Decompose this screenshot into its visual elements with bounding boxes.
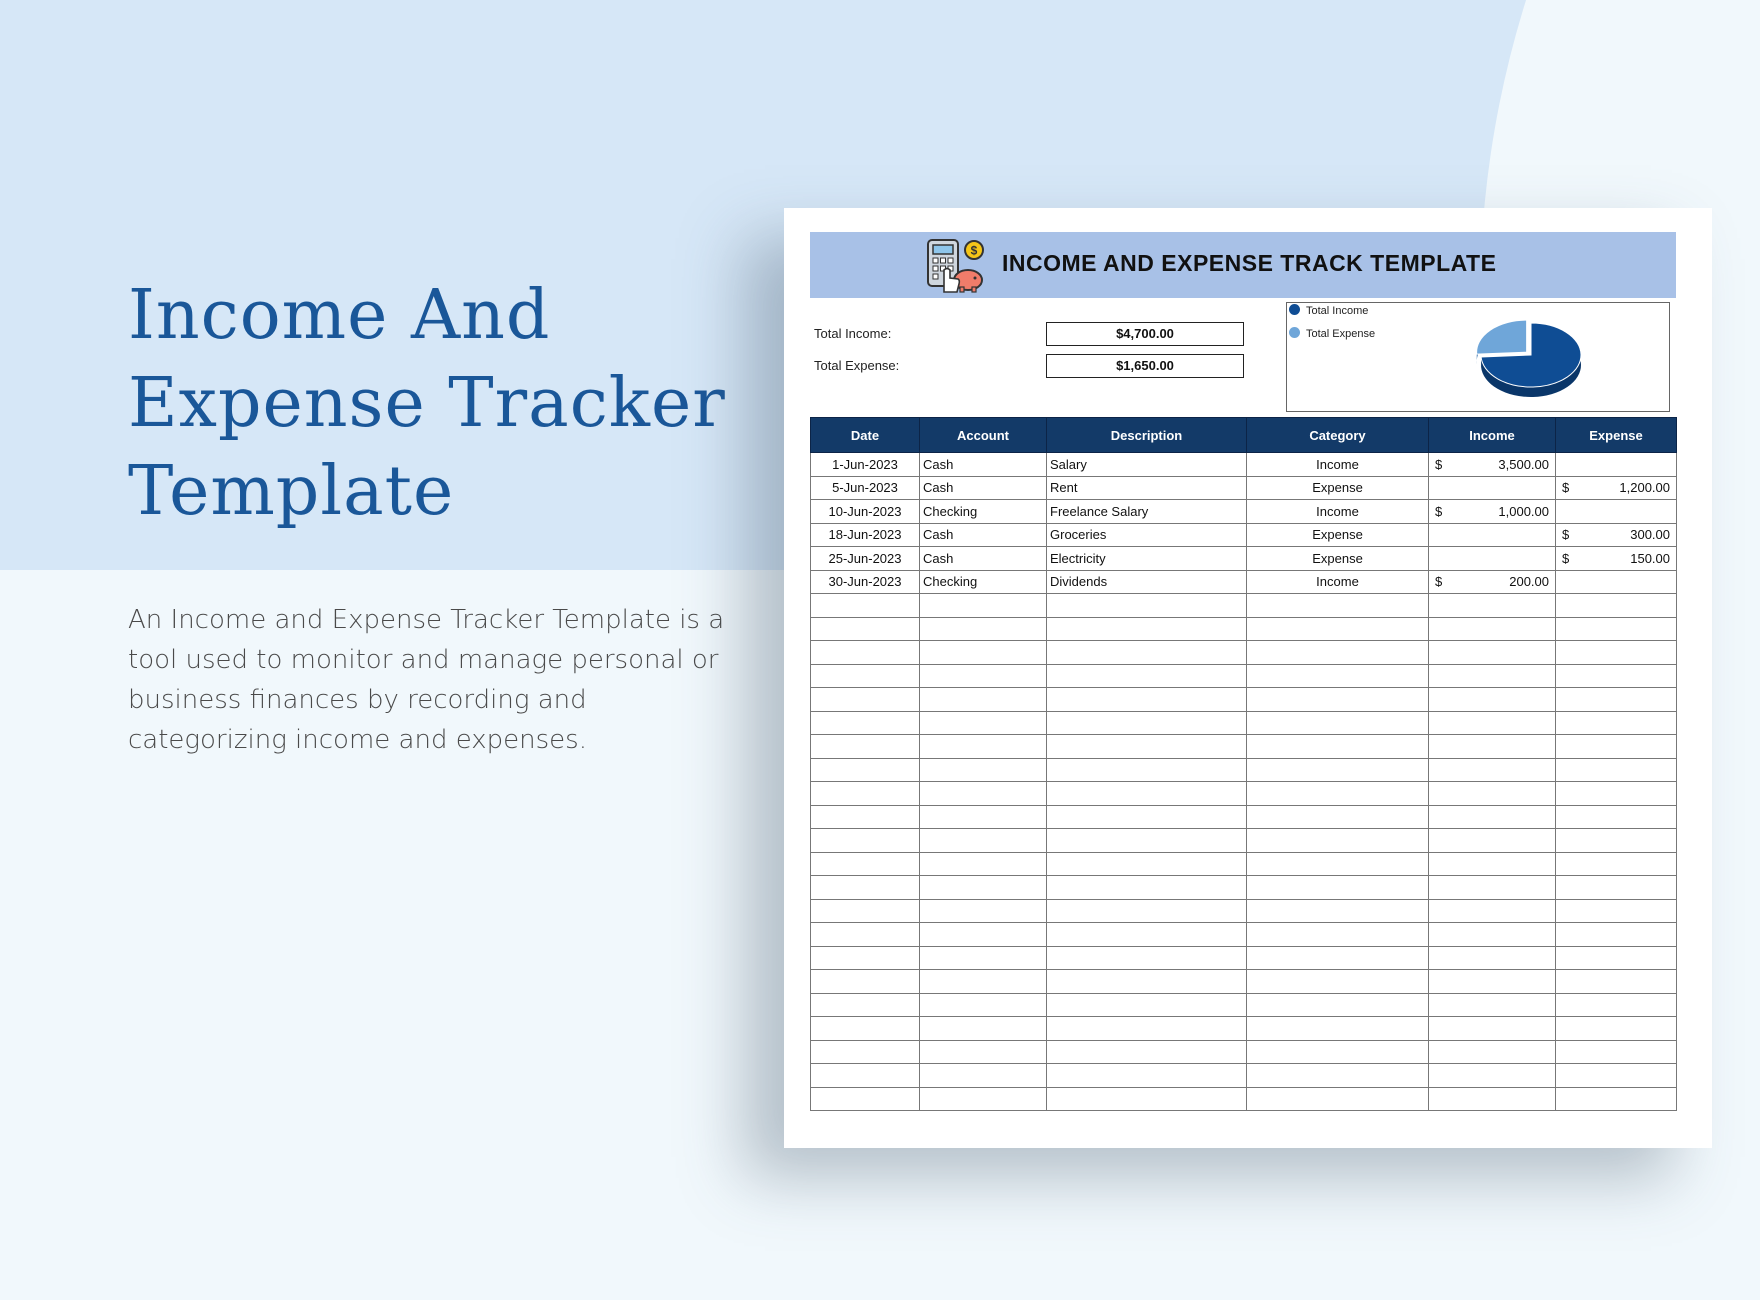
legend-label-income: Total Income [1306,305,1369,317]
empty-cell[interactable] [1429,923,1556,947]
legend-total-expense [1289,327,1375,340]
cell-description[interactable]: Electricity [1047,547,1247,571]
empty-cell[interactable] [1556,923,1677,947]
empty-cell[interactable] [1556,876,1677,900]
cell-description[interactable]: Rent [1047,476,1247,500]
empty-cell[interactable] [1556,1017,1677,1041]
svg-text:$: $ [970,243,978,258]
empty-cell[interactable] [1047,594,1247,618]
cell-account[interactable]: Cash [920,547,1047,571]
empty-table-row [811,970,1677,994]
table-row [811,523,1677,547]
empty-cell[interactable] [1429,805,1556,829]
empty-cell[interactable] [811,876,920,900]
empty-cell[interactable] [1047,876,1247,900]
empty-cell[interactable] [1047,805,1247,829]
empty-cell[interactable] [920,594,1047,618]
empty-cell[interactable] [1247,923,1429,947]
empty-cell[interactable] [1047,852,1247,876]
empty-cell[interactable] [1556,829,1677,853]
empty-table-row [811,1087,1677,1111]
empty-table-row [811,782,1677,806]
empty-cell[interactable] [811,805,920,829]
empty-cell[interactable] [920,970,1047,994]
table-row [811,453,1677,477]
cell-category[interactable]: Expense [1247,547,1429,571]
cell-date[interactable]: 10-Jun-2023 [811,500,920,524]
income-amount: 3,500.00 [1498,456,1549,472]
empty-cell[interactable] [1556,711,1677,735]
empty-table-row [811,735,1677,759]
cell-account[interactable]: Checking [920,500,1047,524]
empty-table-row [811,1064,1677,1088]
table-row [811,500,1677,524]
empty-cell[interactable] [1429,970,1556,994]
empty-cell[interactable] [1247,1017,1429,1041]
expense-amount: 1,200.00 [1619,480,1670,496]
empty-cell[interactable] [920,1064,1047,1088]
empty-cell[interactable] [1047,1040,1247,1064]
cell-expense[interactable] [1556,547,1677,571]
empty-table-row [811,594,1677,618]
empty-table-row [811,758,1677,782]
empty-cell[interactable] [1429,735,1556,759]
empty-cell[interactable] [1556,1040,1677,1064]
empty-cell[interactable] [811,829,920,853]
empty-cell[interactable] [920,923,1047,947]
empty-cell[interactable] [1047,782,1247,806]
total-expense-value: $1,650.00 [1046,354,1244,378]
empty-cell[interactable] [920,1040,1047,1064]
legend-dot-expense [1289,327,1300,338]
cell-income[interactable] [1429,500,1556,524]
empty-cell[interactable] [811,641,920,665]
empty-cell[interactable] [920,946,1047,970]
empty-cell[interactable] [1047,1087,1247,1111]
cell-account[interactable]: Checking [920,570,1047,594]
empty-cell[interactable] [1556,852,1677,876]
empty-cell[interactable] [920,993,1047,1017]
empty-table-row [811,993,1677,1017]
empty-cell[interactable] [1047,946,1247,970]
empty-cell[interactable] [1047,899,1247,923]
empty-cell[interactable] [811,852,920,876]
empty-cell[interactable] [1429,1087,1556,1111]
expense-currency-symbol: $ [1562,480,1570,496]
income-amount: 1,000.00 [1498,503,1549,519]
empty-cell[interactable] [920,711,1047,735]
empty-cell[interactable] [920,852,1047,876]
empty-cell[interactable] [1047,993,1247,1017]
column-header-date[interactable]: Date [811,418,920,453]
cell-description[interactable]: Salary [1047,453,1247,477]
empty-cell[interactable] [1247,829,1429,853]
cell-date[interactable]: 18-Jun-2023 [811,523,920,547]
empty-cell[interactable] [1247,594,1429,618]
calculator-piggy-bank-icon [924,236,988,296]
empty-cell[interactable] [1556,782,1677,806]
cell-date[interactable]: 1-Jun-2023 [811,453,920,477]
pie-slice-total-expense [1477,320,1527,354]
empty-cell[interactable] [1047,641,1247,665]
empty-cell[interactable] [1429,617,1556,641]
pie-plot [1467,309,1597,409]
empty-cell[interactable] [1047,688,1247,712]
cell-income[interactable] [1429,453,1556,477]
cell-date[interactable]: 30-Jun-2023 [811,570,920,594]
empty-table-row [811,711,1677,735]
empty-table-row [811,617,1677,641]
empty-cell[interactable] [920,641,1047,665]
empty-table-row [811,1040,1677,1064]
column-header-description[interactable]: Description [1047,418,1247,453]
empty-cell[interactable] [920,735,1047,759]
empty-cell[interactable] [1429,758,1556,782]
empty-cell[interactable] [1247,876,1429,900]
cell-date[interactable]: 25-Jun-2023 [811,547,920,571]
column-header-expense[interactable]: Expense [1556,418,1677,453]
cell-expense[interactable] [1556,523,1677,547]
empty-cell[interactable] [1247,664,1429,688]
empty-cell[interactable] [1247,1040,1429,1064]
column-header-category[interactable]: Category [1247,418,1429,453]
empty-cell[interactable] [811,1017,920,1041]
empty-cell[interactable] [1047,1017,1247,1041]
expense-currency-symbol: $ [1562,550,1570,566]
empty-table-row [811,946,1677,970]
cell-account[interactable]: Cash [920,523,1047,547]
empty-cell[interactable] [811,594,920,618]
cell-expense[interactable] [1556,500,1677,524]
empty-cell[interactable] [920,829,1047,853]
empty-table-row [811,805,1677,829]
empty-cell[interactable] [811,993,920,1017]
cell-category[interactable]: Income [1247,500,1429,524]
total-income-label: Total Income: [814,326,892,341]
empty-cell[interactable] [1429,1064,1556,1088]
empty-cell[interactable] [1429,688,1556,712]
transactions-table [810,417,1677,1111]
empty-cell[interactable] [1556,688,1677,712]
empty-cell[interactable] [1556,1064,1677,1088]
empty-cell[interactable] [1556,805,1677,829]
cell-income[interactable] [1429,476,1556,500]
empty-cell[interactable] [811,617,920,641]
empty-cell[interactable] [1429,782,1556,806]
hero-title: Income And Expense Tracker Template [128,276,726,531]
empty-cell[interactable] [1047,711,1247,735]
sheet-banner [810,232,1676,298]
cell-date[interactable]: 5-Jun-2023 [811,476,920,500]
empty-cell[interactable] [920,1017,1047,1041]
empty-table-row [811,688,1677,712]
empty-cell[interactable] [811,688,920,712]
empty-cell[interactable] [811,970,920,994]
cell-category[interactable]: Expense [1247,476,1429,500]
empty-cell[interactable] [1556,970,1677,994]
total-income-value: $4,700.00 [1046,322,1244,346]
cell-income[interactable] [1429,523,1556,547]
empty-cell[interactable] [811,664,920,688]
empty-cell[interactable] [920,782,1047,806]
empty-cell[interactable] [1556,641,1677,665]
cell-account[interactable]: Cash [920,453,1047,477]
empty-cell[interactable] [1247,899,1429,923]
empty-table-row [811,899,1677,923]
cell-expense[interactable] [1556,570,1677,594]
empty-cell[interactable] [1247,735,1429,759]
cell-expense[interactable] [1556,476,1677,500]
empty-cell[interactable] [920,805,1047,829]
empty-cell[interactable] [1247,617,1429,641]
empty-cell[interactable] [1556,1087,1677,1111]
empty-cell[interactable] [1556,617,1677,641]
cell-account[interactable]: Cash [920,476,1047,500]
empty-cell[interactable] [1556,758,1677,782]
empty-cell[interactable] [1429,829,1556,853]
empty-cell[interactable] [1556,899,1677,923]
legend-total-income [1289,304,1368,317]
empty-cell[interactable] [811,758,920,782]
empty-cell[interactable] [920,876,1047,900]
column-header-income[interactable]: Income [1429,418,1556,453]
cell-description[interactable]: Dividends [1047,570,1247,594]
empty-table-row [811,923,1677,947]
cell-description[interactable]: Freelance Salary [1047,500,1247,524]
pie-chart [1286,302,1670,412]
empty-cell[interactable] [1247,946,1429,970]
empty-table-row [811,852,1677,876]
empty-cell[interactable] [811,1087,920,1111]
empty-cell[interactable] [1429,641,1556,665]
empty-cell[interactable] [1247,1064,1429,1088]
empty-cell[interactable] [1556,594,1677,618]
empty-cell[interactable] [1047,758,1247,782]
empty-cell[interactable] [1047,664,1247,688]
table-row [811,476,1677,500]
empty-cell[interactable] [1247,758,1429,782]
empty-cell[interactable] [920,899,1047,923]
empty-cell[interactable] [920,1087,1047,1111]
cell-category[interactable]: Income [1247,570,1429,594]
empty-cell[interactable] [1247,970,1429,994]
empty-cell[interactable] [1429,993,1556,1017]
expense-amount: 150.00 [1630,550,1670,566]
empty-cell[interactable] [920,688,1047,712]
empty-cell[interactable] [1247,805,1429,829]
income-currency-symbol: $ [1435,503,1443,519]
empty-cell[interactable] [1247,711,1429,735]
empty-cell[interactable] [1429,664,1556,688]
empty-cell[interactable] [1429,594,1556,618]
total-expense-label: Total Expense: [814,358,900,373]
cell-income[interactable] [1429,570,1556,594]
sheet-title: INCOME AND EXPENSE TRACK TEMPLATE [1002,250,1497,276]
empty-cell[interactable] [811,711,920,735]
empty-cell[interactable] [1247,688,1429,712]
empty-cell[interactable] [1247,641,1429,665]
empty-cell[interactable] [920,617,1047,641]
empty-cell[interactable] [811,946,920,970]
table-header-row [811,418,1677,453]
empty-cell[interactable] [1429,711,1556,735]
expense-currency-symbol: $ [1562,527,1570,543]
empty-table-row [811,664,1677,688]
cell-category[interactable]: Income [1247,453,1429,477]
income-currency-symbol: $ [1435,456,1443,472]
empty-table-row [811,876,1677,900]
empty-cell[interactable] [1556,664,1677,688]
empty-cell[interactable] [811,782,920,806]
cell-description[interactable]: Groceries [1047,523,1247,547]
empty-cell[interactable] [920,664,1047,688]
empty-cell[interactable] [811,735,920,759]
empty-cell[interactable] [1247,1087,1429,1111]
empty-table-row [811,641,1677,665]
table-row [811,547,1677,571]
spreadsheet-preview [784,208,1712,1148]
empty-cell[interactable] [1429,946,1556,970]
empty-cell[interactable] [811,1040,920,1064]
expense-amount: 300.00 [1630,527,1670,543]
table-row [811,570,1677,594]
empty-cell[interactable] [1047,1064,1247,1088]
empty-cell[interactable] [1047,923,1247,947]
empty-cell[interactable] [1047,829,1247,853]
hero-description: An Income and Expense Tracker Template is a tool used to monitor and manage personal or business finances by recording and categorizing income and expenses. [128,605,725,755]
empty-cell[interactable] [1247,782,1429,806]
empty-table-row [811,1017,1677,1041]
empty-cell[interactable] [1047,735,1247,759]
empty-cell[interactable] [1047,970,1247,994]
empty-cell[interactable] [1047,617,1247,641]
empty-cell[interactable] [1429,876,1556,900]
empty-cell[interactable] [811,923,920,947]
legend-dot-income [1289,304,1300,315]
empty-cell[interactable] [1556,993,1677,1017]
cell-category[interactable]: Expense [1247,523,1429,547]
legend-label-expense: Total Expense [1306,328,1376,340]
empty-cell[interactable] [811,1064,920,1088]
income-amount: 200.00 [1509,574,1549,590]
cell-income[interactable] [1429,547,1556,571]
empty-cell[interactable] [1556,735,1677,759]
empty-cell[interactable] [811,899,920,923]
column-header-account[interactable]: Account [920,418,1047,453]
empty-cell[interactable] [1429,899,1556,923]
empty-cell[interactable] [1556,946,1677,970]
empty-cell[interactable] [1429,1017,1556,1041]
empty-cell[interactable] [1429,1040,1556,1064]
empty-cell[interactable] [1247,993,1429,1017]
empty-cell[interactable] [1247,852,1429,876]
income-currency-symbol: $ [1435,574,1443,590]
empty-cell[interactable] [1429,852,1556,876]
empty-table-row [811,829,1677,853]
empty-cell[interactable] [920,758,1047,782]
cell-expense[interactable] [1556,453,1677,477]
